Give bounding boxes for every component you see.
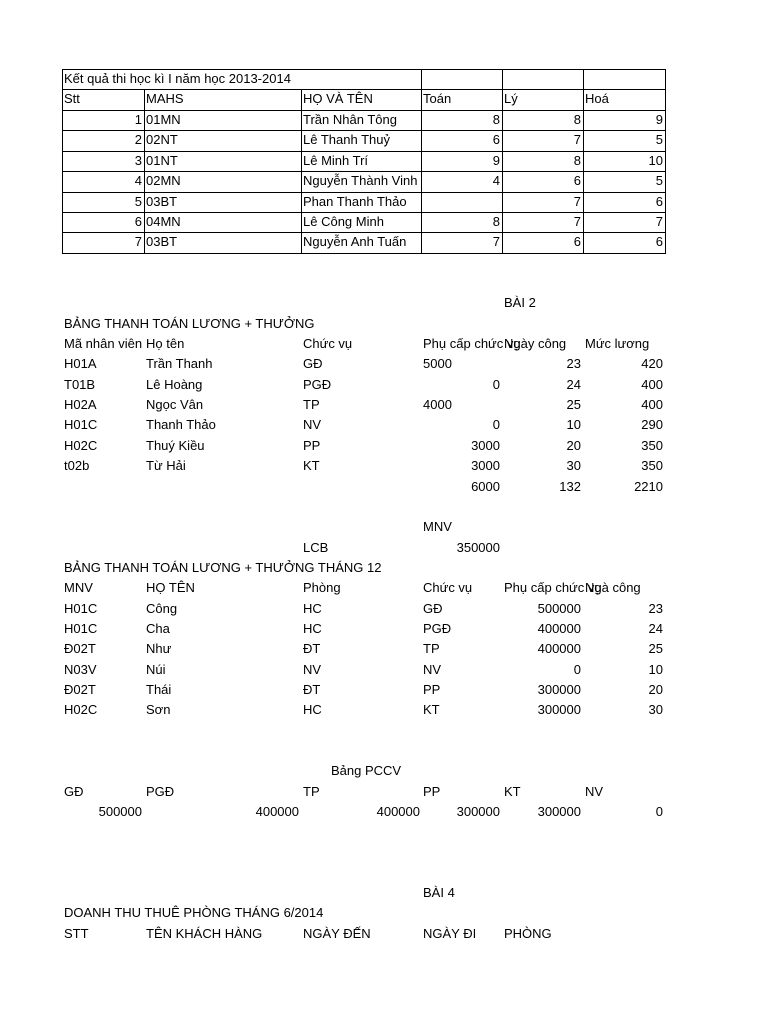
pccv-header-gd: GĐ — [64, 784, 84, 799]
bai2-cell-hoten: Lê Hoàng — [146, 377, 203, 392]
bai3-cell-ngacong: 10 — [648, 662, 663, 677]
bai1-header-stt: Stt — [64, 91, 80, 106]
bai1-cell-hoa: 5 — [655, 132, 663, 147]
bai3-title: BẢNG THANH TOÁN LƯƠNG + THƯỞNG THÁNG 12 — [64, 560, 382, 575]
bai1-cell-stt: 6 — [134, 214, 142, 229]
pccv-header-pp: PP — [423, 784, 441, 799]
bai3-cell-phucap: 400000 — [537, 641, 581, 656]
pccv-header-kt: KT — [504, 784, 521, 799]
bai3-cell-chucvu: NV — [423, 662, 442, 677]
bai2-cell-ngaycong: 23 — [566, 356, 581, 371]
bai1-cell-mahs: 01MN — [146, 112, 181, 127]
bai3-cell-mnv: Đ02T — [64, 682, 96, 697]
bai1-cell-stt: 1 — [134, 112, 142, 127]
bai2-header-ngaycong: Ngày công — [504, 336, 567, 351]
bai3-cell-ngacong: 23 — [648, 601, 663, 616]
bai2-cell-manv: T01B — [64, 377, 96, 392]
bai1-cell-hoa: 7 — [655, 214, 663, 229]
bai3-cell-ngacong: 25 — [648, 641, 663, 656]
bai1-title: Kết quả thi học kì I năm học 2013-2014 — [64, 71, 291, 86]
bai3-cell-phucap: 400000 — [537, 621, 581, 636]
bai3-header-phong: Phòng — [303, 580, 341, 595]
bai1-cell-toan: 4 — [492, 173, 500, 188]
bai2-header-chucvu: Chức vụ — [303, 336, 353, 351]
bai3-header-ngacong: Ngà công — [585, 580, 641, 595]
bai3-mnv-label: MNV — [423, 519, 452, 534]
bai2-label: BÀI 2 — [504, 295, 536, 310]
pccv-value-pgd: 400000 — [255, 804, 299, 819]
bai2-cell-mucluong: 290 — [641, 417, 663, 432]
bai3-cell-mnv: H01C — [64, 601, 98, 616]
bai2-cell-manv: H02A — [64, 397, 97, 412]
bai4-header-ngaydi: NGÀY ĐI — [423, 926, 477, 941]
bai1-cell-mahs: 03BT — [146, 194, 178, 209]
bai3-lcb-label: LCB — [303, 540, 329, 555]
bai1-cell-ly: 6 — [573, 234, 581, 249]
bai1-cell-ly: 7 — [573, 214, 581, 229]
bai1-cell-hoten: Nguyễn Anh Tuấn — [303, 234, 407, 249]
bai2-cell-mucluong: 420 — [641, 356, 663, 371]
bai2-cell-phucap: 3000 — [471, 458, 500, 473]
bai1-cell-mahs: 01NT — [146, 153, 178, 168]
bai3-cell-phong: ĐT — [303, 682, 321, 697]
bai2-cell-phucap: 0 — [492, 417, 500, 432]
bai1-cell-toan: 8 — [492, 214, 500, 229]
bai3-cell-phong: HC — [303, 621, 322, 636]
bai2-header-hoten: Họ tên — [146, 336, 185, 351]
bai3-cell-chucvu: KT — [423, 702, 440, 717]
bai2-cell-phucap: 0 — [492, 377, 500, 392]
bai1-cell-hoa: 6 — [655, 194, 663, 209]
bai1-cell-stt: 3 — [134, 153, 142, 168]
bai3-cell-phucap: 300000 — [537, 702, 581, 717]
bai2-cell-chucvu: NV — [303, 417, 322, 432]
bai3-cell-mnv: N03V — [64, 662, 97, 677]
bai1-header-hoten: HỌ VÀ TÊN — [303, 91, 373, 106]
bai2-cell-chucvu: PP — [303, 438, 321, 453]
bai2-total-mucluong: 2210 — [634, 479, 663, 494]
bai1-cell-stt: 2 — [134, 132, 142, 147]
pccv-header-pgd: PGĐ — [146, 784, 175, 799]
bai1-header-mahs: MAHS — [146, 91, 184, 106]
bai3-cell-hoten: Núi — [146, 662, 166, 677]
bai2-cell-ngaycong: 20 — [566, 438, 581, 453]
bai1-cell-mahs: 04MN — [146, 214, 181, 229]
bai2-total-ngaycong: 132 — [559, 479, 581, 494]
bai1-cell-ly: 8 — [573, 153, 581, 168]
pccv-value-kt: 300000 — [537, 804, 581, 819]
bai3-cell-ngacong: 30 — [648, 702, 663, 717]
bai3-cell-phucap: 500000 — [537, 601, 581, 616]
bai2-cell-hoten: Thuý Kiều — [146, 438, 205, 453]
bai2-cell-chucvu: GĐ — [303, 356, 323, 371]
bai1-cell-ly: 7 — [573, 194, 581, 209]
bai2-cell-chucvu: PGĐ — [303, 377, 332, 392]
bai2-cell-chucvu: KT — [303, 458, 320, 473]
bai3-cell-mnv: Đ02T — [64, 641, 96, 656]
bai2-header-manv: Mã nhân viên — [64, 336, 143, 351]
bai3-cell-hoten: Cha — [146, 621, 170, 636]
bai1-header-hoa: Hoá — [585, 91, 609, 106]
bai2-cell-ngaycong: 24 — [566, 377, 581, 392]
bai1-cell-toan: 9 — [492, 153, 500, 168]
pccv-header-nv: NV — [585, 784, 604, 799]
bai1-header-toan: Toán — [423, 91, 452, 106]
bai1-cell-hoten: Phan Thanh Thảo — [303, 194, 407, 209]
bai1-cell-ly: 8 — [573, 112, 581, 127]
bai2-cell-mucluong: 400 — [641, 397, 663, 412]
bai1-cell-hoten: Lê Thanh Thuỷ — [303, 132, 390, 147]
bai3-cell-phucap: 0 — [573, 662, 581, 677]
bai2-total-phucap: 6000 — [471, 479, 500, 494]
bai2-header-mucluong: Mức lương — [585, 336, 650, 351]
bai1-cell-stt: 7 — [134, 234, 142, 249]
bai3-cell-chucvu: PP — [423, 682, 441, 697]
bai3-cell-hoten: Như — [146, 641, 172, 656]
bai2-title: BẢNG THANH TOÁN LƯƠNG + THƯỞNG — [64, 316, 315, 331]
bai4-title: DOANH THU THUÊ PHÒNG THÁNG 6/2014 — [64, 905, 324, 920]
pccv-value-gd: 500000 — [98, 804, 142, 819]
bai3-cell-ngacong: 24 — [648, 621, 663, 636]
bai1-cell-toan: 8 — [492, 112, 500, 127]
bai1-cell-hoa: 5 — [655, 173, 663, 188]
bai2-cell-mucluong: 400 — [641, 377, 663, 392]
bai2-cell-ngaycong: 25 — [566, 397, 581, 412]
bai3-cell-hoten: Thái — [146, 682, 172, 697]
pccv-value-pp: 300000 — [456, 804, 500, 819]
bai2-header-phucap: Phụ cấp chức vụ — [423, 336, 521, 351]
bai1-cell-hoten: Lê Công Minh — [303, 214, 384, 229]
bai2-cell-phucap: 5000 — [423, 356, 452, 371]
bai2-cell-manv: H01A — [64, 356, 97, 371]
bai3-header-mnv: MNV — [64, 580, 93, 595]
bai2-cell-manv: H02C — [64, 438, 98, 453]
bai3-cell-phong: HC — [303, 702, 322, 717]
bai3-cell-phong: NV — [303, 662, 322, 677]
bai2-cell-hoten: Trần Thanh — [146, 356, 213, 371]
bai1-header-ly: Lý — [504, 91, 518, 106]
bai3-cell-hoten: Sơn — [146, 702, 171, 717]
bai2-cell-ngaycong: 30 — [566, 458, 581, 473]
bai1-cell-hoa: 9 — [655, 112, 663, 127]
bai2-cell-manv: t02b — [64, 458, 90, 473]
bai1-cell-hoten: Lê Minh Trí — [303, 153, 369, 168]
bai2-cell-mucluong: 350 — [641, 458, 663, 473]
bai4-header-ngayden: NGÀY ĐẾN — [303, 926, 371, 941]
bai2-cell-mucluong: 350 — [641, 438, 663, 453]
pccv-header-tp: TP — [303, 784, 320, 799]
bai2-cell-hoten: Thanh Thảo — [146, 417, 216, 432]
bai1-cell-stt: 5 — [134, 194, 142, 209]
bai1-cell-toan: 6 — [492, 132, 500, 147]
bai4-header-tenkhachhang: TÊN KHÁCH HÀNG — [146, 926, 263, 941]
bai3-cell-phucap: 300000 — [537, 682, 581, 697]
bai3-cell-chucvu: TP — [423, 641, 440, 656]
bai1-cell-mahs: 02MN — [146, 173, 181, 188]
bai4-label: BÀI 4 — [423, 885, 455, 900]
bai3-cell-mnv: H01C — [64, 621, 98, 636]
pccv-value-tp: 400000 — [376, 804, 420, 819]
bai1-cell-hoa: 6 — [655, 234, 663, 249]
pccv-value-nv: 0 — [655, 804, 663, 819]
bai1-cell-ly: 7 — [573, 132, 581, 147]
bai1-cell-hoten: Nguyễn Thành Vinh — [303, 173, 418, 188]
bai1-cell-ly: 6 — [573, 173, 581, 188]
bai1-cell-stt: 4 — [134, 173, 142, 188]
bai1-cell-toan: 7 — [492, 234, 500, 249]
bai3-header-hoten: HỌ TÊN — [146, 580, 195, 595]
bai2-cell-phucap: 3000 — [471, 438, 500, 453]
bai3-cell-mnv: H02C — [64, 702, 98, 717]
bai2-cell-hoten: Từ Hải — [146, 458, 186, 473]
bai2-cell-chucvu: TP — [303, 397, 320, 412]
bai1-cell-mahs: 03BT — [146, 234, 178, 249]
bai3-cell-chucvu: PGĐ — [423, 621, 452, 636]
bai3-cell-phong: ĐT — [303, 641, 321, 656]
bai1-cell-hoten: Trần Nhân Tông — [303, 112, 397, 127]
bai3-header-chucvu: Chức vụ — [423, 580, 473, 595]
bai3-header-phucap: Phụ cấp chức vụ — [504, 580, 602, 595]
bai3-cell-phong: HC — [303, 601, 322, 616]
bai3-lcb-value: 350000 — [456, 540, 500, 555]
bai2-cell-manv: H01C — [64, 417, 98, 432]
bai1-cell-mahs: 02NT — [146, 132, 178, 147]
bai3-cell-hoten: Công — [146, 601, 178, 616]
pccv-title: Bảng PCCV — [331, 763, 402, 778]
bai4-header-stt: STT — [64, 926, 89, 941]
bai3-cell-chucvu: GĐ — [423, 601, 443, 616]
bai2-cell-ngaycong: 10 — [566, 417, 581, 432]
bai2-cell-phucap: 4000 — [423, 397, 452, 412]
bai1-cell-toan — [423, 192, 500, 212]
bai2-cell-hoten: Ngọc Vân — [146, 397, 204, 412]
bai1-cell-hoa: 10 — [648, 153, 663, 168]
bai4-header-phong: PHÒNG — [504, 926, 552, 941]
bai3-cell-ngacong: 20 — [648, 682, 663, 697]
